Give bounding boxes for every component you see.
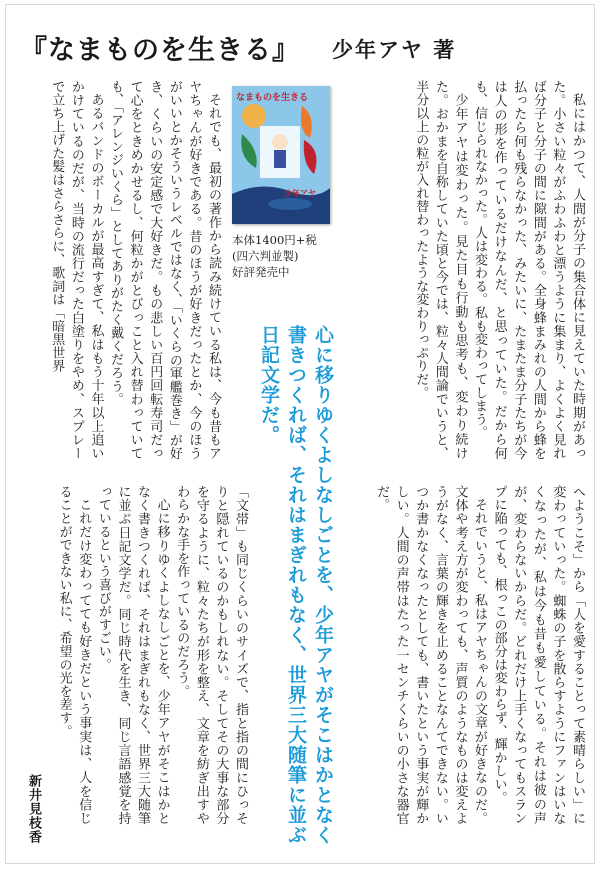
format-line: (四六判並製) [232, 249, 299, 263]
paragraph: へようこそ」から「人を愛することって素晴らしい」に変わっていった。蜘蛛の子を散らすようにファンはいなくなったが、私は今も昔も愛している。それは彼の声が、変わらないからだ。どれだけ上手くなってもスランプに陥っても、根っこの部分は変わらず、輝かしい。 [491, 485, 585, 825]
paragraph: 私にはかつて、人間が分子の集合体に見えていた時期があった。小さい粒々がふわふわと漂うように集まり、よくよく見れば分子と分子の間に隙間がある。全身蜂まみれの人間から蜂を払ったら何も残らなかった、みたいに、たまたま分子たちが今は人の形を作っているだけなんだ、と思っていた。だから何も、信じられなかった。人は変わる。私も変わってしまう。 [472, 80, 585, 460]
book-title: 『なまものを生きる』 [20, 35, 300, 66]
paragraph: それでいうと、私はアヤちゃんの文章が好きなのだ。文体や考え方が変わっても、声質のようなものは変えようがなく、言葉の輝きを止めることなんてできない。いつか書かなくなったとしても、書いたという事実が輝かしい。人間の声帯はたった一センチくらいの小さな器官だ。 [374, 485, 488, 825]
pull-quote-headline: 心に移りゆくよしなしごとを、少年アヤがそこはかとなく書きつくれば、それはまぎれもなく、世界三大随筆に並ぶ日記文学だ。 [258, 325, 334, 845]
price-info [232, 232, 332, 280]
cover-title: なまものを生きる [236, 93, 309, 103]
paragraph: あるバンドのボーカルが最高すぎて、私はもう十年以上追いかけているのだが、当時の流行だった白塗りをやめ、スプレーで立ち上げた髪はさらさらに、歌詞は「暗黒世界 [49, 80, 104, 460]
reviewer-name: 新井見枝香 [26, 774, 41, 844]
book-cover-image [232, 86, 330, 224]
price-line: 本体1400円+税 [232, 233, 317, 247]
author-byline: 少年アヤ 著 [332, 38, 457, 62]
paragraph: 少年アヤは変わった。見た目も行動も思考も、変わり続けた。おかまを自称していた頃と今では、粒々人間論でいうと、半分以上の粒が入れ替わったような変わりっぷりだ。 [413, 80, 468, 460]
body-column-bottom-left [18, 485, 250, 825]
body-column-top-left [18, 80, 223, 460]
paragraph: それでも、最初の著作から読み続けている私は、今も昔もアヤちゃんが好きである。昔のほうが好きだったとか、今のほうがいいとかそういうレベルではなく、「いくらの軍艦巻き」が好き、くらいの安定感で大好きだ。もの悲しい百円回転寿司だって心をときめかせるし、何粒かがとびっこと入れ替わっていても、「アレンジいくら」としてありがたく戴くだろう。 [108, 80, 221, 460]
cover-author: 少年アヤ [284, 189, 316, 198]
paragraph: 心に移りゆくよしなしごとを、少年アヤがそこはかとなく書きつくれば、それはまぎれもなく、世界三大随筆に並ぶ日記文学だ。同じ時代を生き、同じ言語感覚を持っているという喜びがすごい。 [95, 485, 170, 825]
body-column-bottom-right [345, 485, 587, 825]
availability-line: 好評発売中 [232, 265, 290, 279]
paragraph: 「文帯」も同じくらいのサイズで、指と指の間にひっそりと隠れているのかもしれない。そしてその大事な部分を守るように、粒々たちが形を整え、文章を紡ぎ出すやわらかな手を作っているのだろう。 [174, 485, 248, 825]
paragraph: これだけ変わってても好きだという事実は、人を信じることができない私に、希望の光を差す。 [56, 485, 92, 825]
body-column-top-right [332, 80, 587, 460]
cover-illustration [232, 86, 330, 224]
